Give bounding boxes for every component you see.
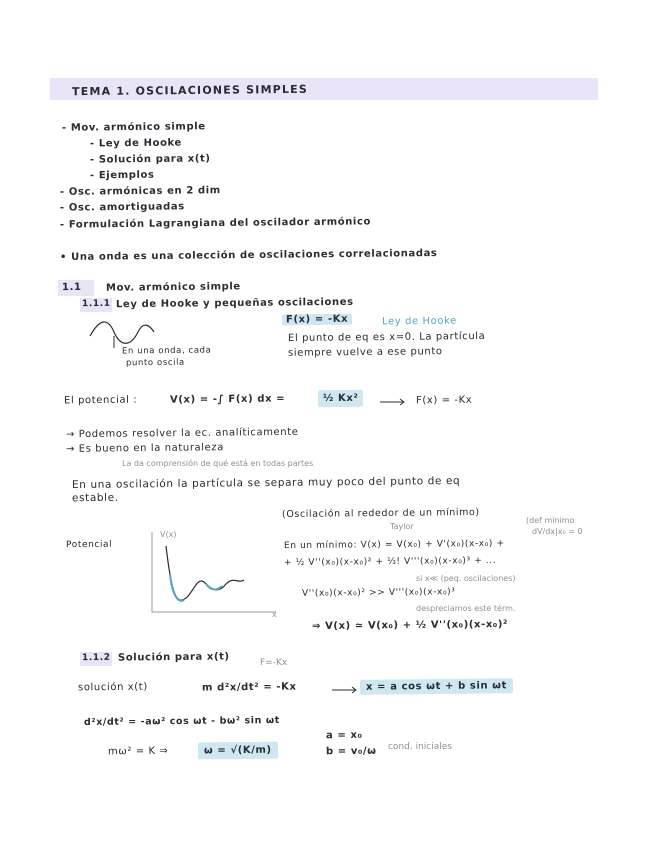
taylor-line: V''(x₀)(x-x₀)² >> V'''(x₀)(x-x₀)³ (301, 587, 456, 599)
taylor-header: (Oscilación al rededor de un mínimo) (281, 506, 480, 521)
potential-label: El potencial : (63, 394, 138, 407)
taylor-result: ⇒ V(x) ≃ V(x₀) + ½ V''(x₀)(x-x₀)² (311, 618, 509, 633)
arrow-icon (332, 686, 360, 694)
potential-note: La da comprensión de qué está en todas partes (122, 459, 314, 468)
hooke-desc: siempre vuelve a ese punto (287, 346, 443, 359)
statement: estable. (71, 491, 119, 505)
neglect-note: despreciamos este térm. (416, 604, 516, 613)
toc-item: - Osc. amortiguadas (59, 201, 185, 214)
second-derivative: d²x/dt² = -aω² cos ωt - bω² sin ωt (83, 714, 280, 729)
subsection-title: Ley de Hooke y pequeñas oscilaciones (115, 296, 354, 311)
toc-item: - Solución para x(t) (89, 153, 211, 166)
intro-note: • Una onda es una colección de oscilaciones correlacionadas (59, 248, 438, 263)
graph-side-label: Potencial (65, 539, 113, 551)
newton-eq: m d²x/dt² = -Kx (201, 681, 297, 694)
toc-item: - Ley de Hooke (89, 137, 182, 150)
a-eq: a = x₀ (325, 729, 363, 742)
def-min-note: (def mínimo (526, 516, 575, 525)
potential-result: F(x) = -Kx (415, 394, 473, 407)
taylor-line: En un mínimo: V(x) = V(x₀) + V'(x₀)(x-x₀) + (283, 538, 505, 552)
taylor-note: Taylor (390, 522, 414, 531)
subsection-number: 1.1.2 (81, 652, 111, 664)
potential-bullet: → Podemos resolver la ec. analíticamente (65, 426, 299, 441)
statement: En una oscilación la partícula se separa muy poco del punto de eq (71, 474, 461, 492)
potential-graph (148, 530, 288, 620)
wave-note: punto oscila (125, 357, 185, 369)
toc-item: - Ejemplos (89, 169, 155, 182)
arrow-icon (380, 398, 408, 406)
toc-item: - Mov. armónico simple (61, 121, 206, 134)
potential-formula: V(x) = -∫ F(x) dx = (169, 393, 286, 406)
hooke-formula: F(x) = -Kx (282, 314, 352, 326)
b-eq: b = v₀/ω (325, 745, 377, 758)
subsection-title: Solución para x(t) (117, 651, 230, 664)
small-osc-note: si x≪ (peq. oscilaciones) (416, 574, 516, 583)
graph-x-label: x (272, 610, 277, 619)
solution-result: x = a cos ωt + b sin ωt (360, 678, 513, 695)
potential-bullet: → Es bueno en la naturaleza (65, 442, 225, 455)
section-title: Mov. armónico simple (105, 281, 241, 294)
hooke-label: Ley de Hooke (381, 315, 457, 328)
page-title: TEMA 1. OSCILACIONES SIMPLES (71, 82, 309, 99)
hooke-desc: El punto de eq es x=0. La partícula (287, 330, 486, 345)
omega-eq: mω² = K ⇒ (107, 745, 169, 758)
graph-y-label: V(x) (160, 530, 177, 539)
omega-result: ω = √(K/m) (198, 742, 278, 760)
subsection-number: 1.1.1 (81, 298, 111, 310)
solution-label: solución x(t) (77, 681, 148, 694)
potential-boxed: ½ Kx² (318, 390, 364, 407)
force-note: F=-Kx (260, 658, 288, 668)
taylor-line: + ½ V''(x₀)(x-x₀)² + ⅓! V'''(x₀)(x-x₀)³ + ... (283, 555, 497, 569)
toc-item: - Osc. armónicas en 2 dim (59, 185, 221, 198)
section-number: 1.1 (61, 281, 82, 294)
toc-item: - Formulación Lagrangiana del oscilador armónico (59, 216, 371, 231)
cond-note: cond. iniciales (388, 742, 452, 752)
def-min-note: dV/dx|x₀ = 0 (532, 527, 583, 536)
wave-note: En una onda, cada (121, 345, 212, 357)
